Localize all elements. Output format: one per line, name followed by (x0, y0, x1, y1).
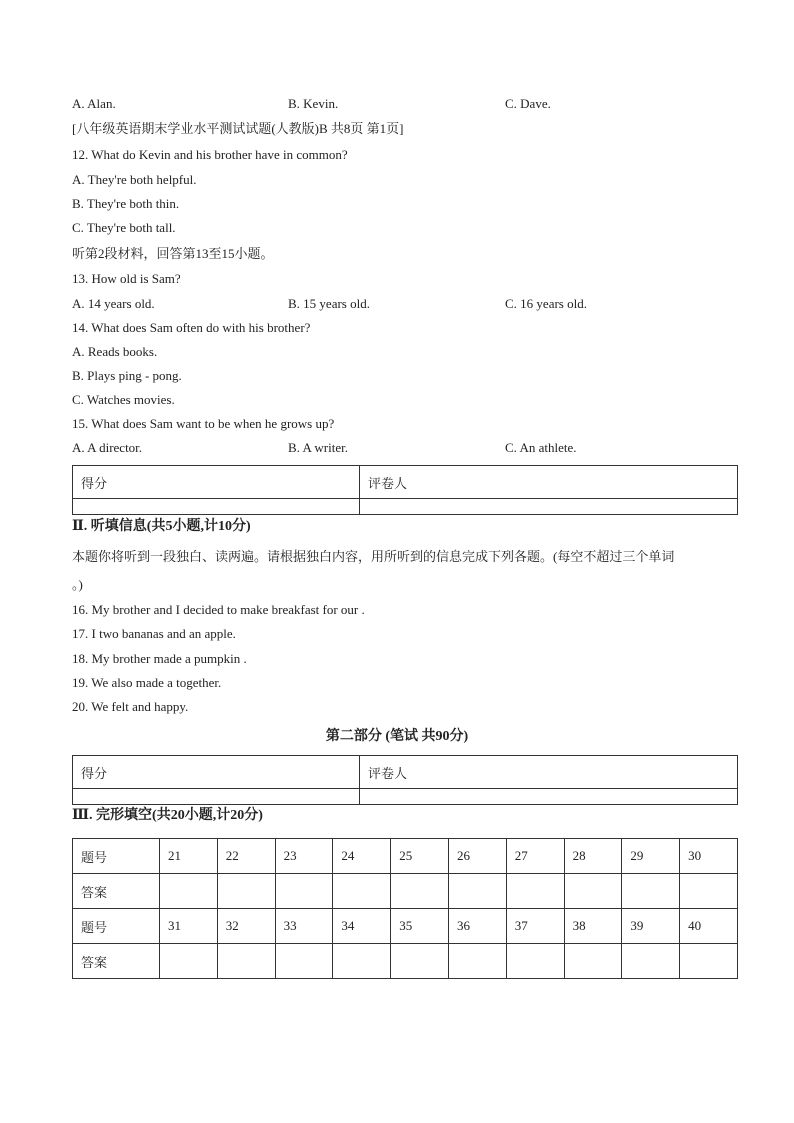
question-number: 30 (680, 839, 738, 874)
question-number-row (73, 839, 738, 874)
q14-option-a: A. Reads books. (72, 344, 158, 359)
fill-item-17: 17. I two bananas and an apple. (72, 626, 236, 641)
question-number: 38 (564, 909, 622, 944)
question-number: 37 (506, 909, 564, 944)
answer-cell[interactable] (564, 874, 622, 909)
answer-cell[interactable] (160, 874, 218, 909)
question-number: 35 (391, 909, 449, 944)
question-number: 28 (564, 839, 622, 874)
question-number: 32 (217, 909, 275, 944)
row-label-question: 题号 (73, 909, 160, 944)
row-label-answer: 答案 (73, 944, 160, 979)
part3-heading: Ⅲ. 完形填空(共20小题,计20分) (72, 808, 263, 823)
answer-row (73, 874, 738, 909)
grader-cell[interactable] (360, 499, 738, 515)
answer-cell[interactable] (564, 944, 622, 979)
answer-cell[interactable] (622, 944, 680, 979)
q12-question: 12. What do Kevin and his brother have in common? (72, 147, 348, 162)
answer-cell[interactable] (448, 874, 506, 909)
answer-grid (72, 838, 738, 979)
grader-label: 评卷人 (360, 756, 738, 789)
q13-option-c: C. 16 years old. (505, 296, 587, 311)
answer-cell[interactable] (391, 874, 449, 909)
q13-option-b: B. 15 years old. (288, 296, 370, 311)
fill-item-18: 18. My brother made a pumpkin . (72, 651, 247, 666)
part2-instructions: 本题你将听到一段独白、读两遍。请根据独白内容，用所听到的信息完成下列各题。(每空不超过三个单词 (72, 549, 675, 564)
answer-cell[interactable] (506, 874, 564, 909)
answer-cell[interactable] (506, 944, 564, 979)
answer-cell[interactable] (680, 874, 738, 909)
question-number-row (73, 909, 738, 944)
question-number: 29 (622, 839, 680, 874)
answer-row (73, 944, 738, 979)
score-cell[interactable] (73, 789, 360, 805)
score-cell[interactable] (73, 499, 360, 515)
answer-cell[interactable] (391, 944, 449, 979)
question-number: 33 (275, 909, 333, 944)
q15-option-c: C. An athlete. (505, 440, 577, 455)
question-number: 25 (391, 839, 449, 874)
row-label-answer: 答案 (73, 874, 160, 909)
q15-question: 15. What does Sam want to be when he grows up? (72, 416, 335, 431)
grader-cell[interactable] (360, 789, 738, 805)
question-number: 26 (448, 839, 506, 874)
q12-option-a: A. They're both helpful. (72, 172, 197, 187)
answer-cell[interactable] (275, 944, 333, 979)
q15-option-a: A. A director. (72, 440, 143, 455)
question-number: 31 (160, 909, 218, 944)
q12-option-c: C. They're both tall. (72, 220, 176, 235)
part2-instructions-cont: 。) (72, 577, 83, 592)
score-table-2 (72, 755, 738, 805)
q11-option-b: B. Kevin. (288, 96, 339, 111)
score-table (72, 465, 738, 515)
fill-item-20: 20. We felt and happy. (72, 699, 189, 714)
answer-cell[interactable] (333, 944, 391, 979)
score-label: 得分 (73, 756, 360, 789)
answer-cell[interactable] (448, 944, 506, 979)
question-number: 24 (333, 839, 391, 874)
part2-heading: Ⅱ. 听填信息(共5小题,计10分) (72, 519, 251, 534)
row-label-question: 题号 (73, 839, 160, 874)
question-number: 27 (506, 839, 564, 874)
q13-option-a: A. 14 years old. (72, 296, 155, 311)
question-number: 39 (622, 909, 680, 944)
question-number: 34 (333, 909, 391, 944)
q14-option-b: B. Plays ping - pong. (72, 368, 182, 383)
q11-option-c: C. Dave. (505, 96, 551, 111)
grader-label: 评卷人 (360, 466, 738, 499)
answer-cell[interactable] (680, 944, 738, 979)
question-number: 22 (217, 839, 275, 874)
q14-question: 14. What does Sam often do with his brother? (72, 320, 311, 335)
question-number: 40 (680, 909, 738, 944)
written-part-heading: 第二部分 (笔试 共90分) (325, 729, 469, 744)
fill-item-16: 16. My brother and I decided to make breakfast for our . (72, 602, 365, 617)
answer-cell[interactable] (275, 874, 333, 909)
answer-cell[interactable] (622, 874, 680, 909)
section-intro: 听第2段材料，回答第13至15小题。 (72, 246, 274, 261)
answer-cell[interactable] (333, 874, 391, 909)
answer-cell[interactable] (217, 874, 275, 909)
q13-question: 13. How old is Sam? (72, 271, 181, 286)
question-number: 36 (448, 909, 506, 944)
q11-option-a: A. Alan. (72, 96, 116, 111)
q14-option-c: C. Watches movies. (72, 392, 175, 407)
answer-cell[interactable] (160, 944, 218, 979)
question-number: 23 (275, 839, 333, 874)
answer-cell[interactable] (217, 944, 275, 979)
q15-option-b: B. A writer. (288, 440, 348, 455)
page-footer-note: [八年级英语期末学业水平测试试题(人教版)B 共8页 第1页] (72, 121, 404, 136)
q12-option-b: B. They're both thin. (72, 196, 180, 211)
fill-item-19: 19. We also made a together. (72, 675, 222, 690)
score-label: 得分 (73, 466, 360, 499)
question-number: 21 (160, 839, 218, 874)
